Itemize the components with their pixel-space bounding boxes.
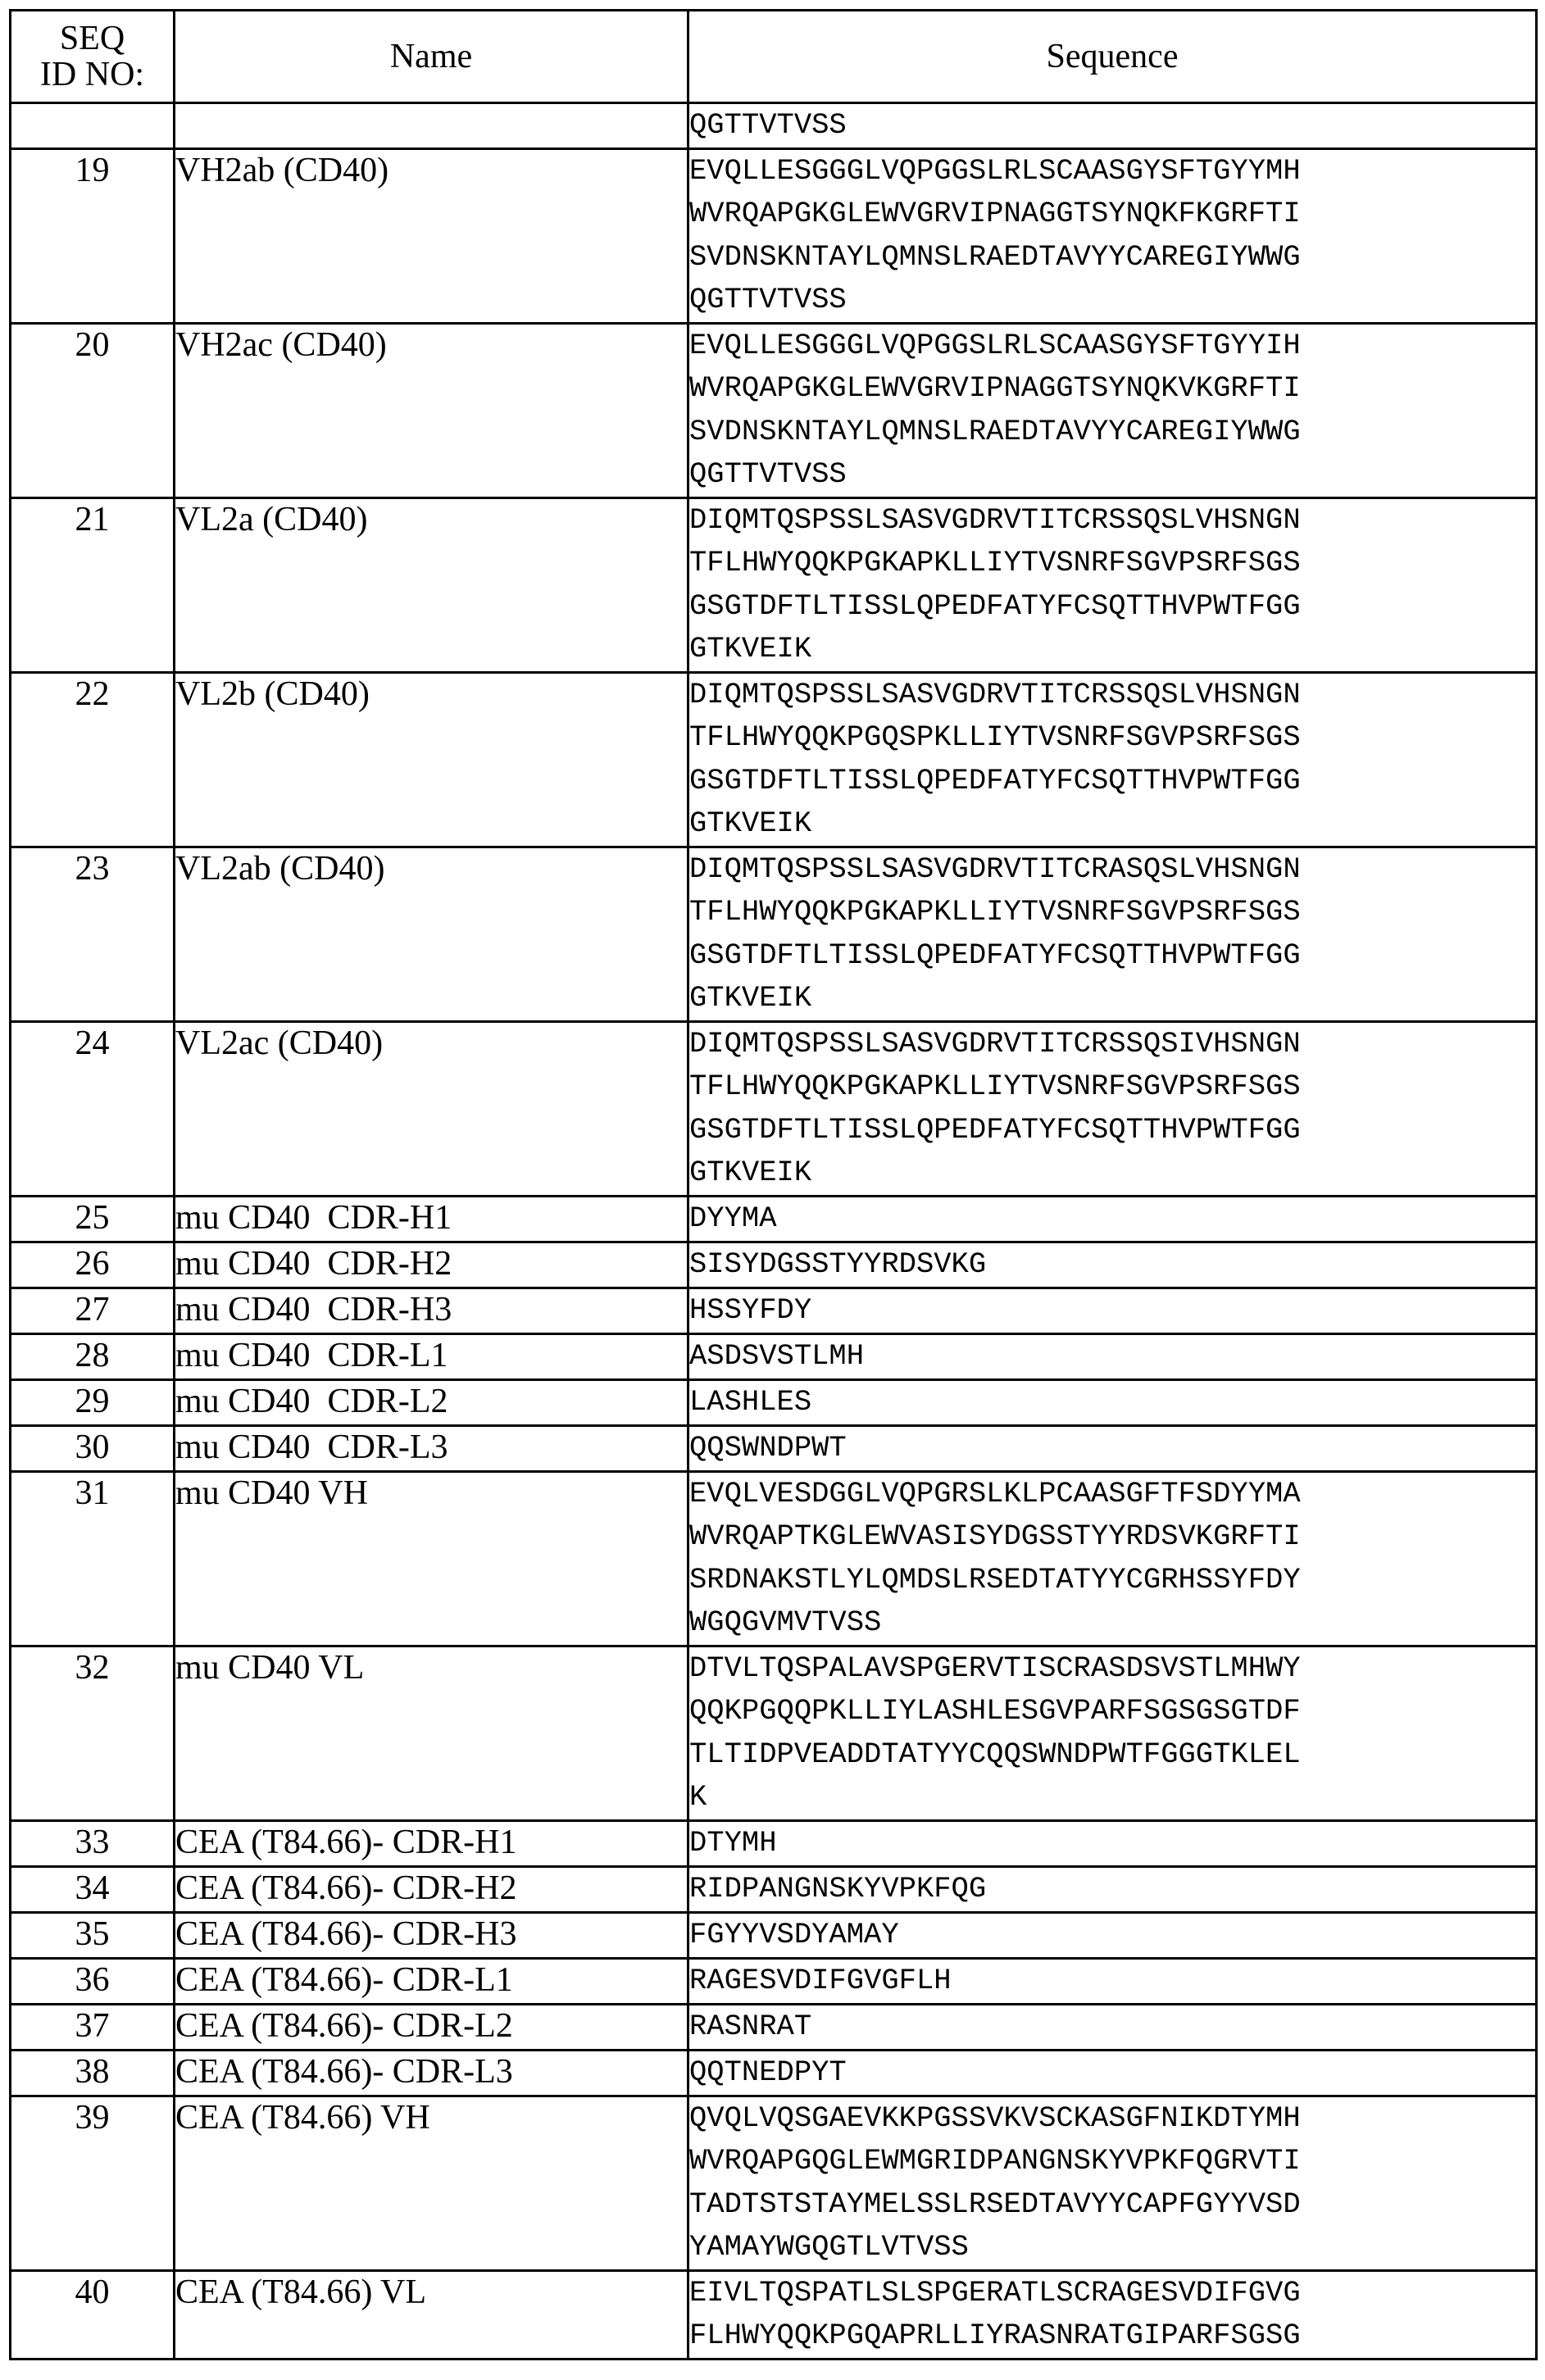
name-cell: CEA (T84.66)- CDR-H3 [175, 1912, 688, 1958]
sequence-cell [688, 1333, 1537, 1379]
table-row [11, 148, 1537, 323]
sequence-line: DIQMTQSPSSLSASVGDRVTITCRSSQSIVHSNGN [689, 1026, 1301, 1061]
sequence-line: YAMAYWGQGTLVTVSS [689, 2230, 969, 2264]
table-row [11, 1242, 1537, 1288]
sequence-cell [688, 1958, 1537, 2004]
seq-id-cell: 33 [11, 1820, 175, 1866]
table-row [11, 323, 1537, 497]
name-cell: mu CD40 CDR-H1 [175, 1196, 688, 1242]
sequence-cell [688, 1646, 1537, 1820]
seq-id-cell: 35 [11, 1912, 175, 1958]
sequence-line: GSGTDFTLTISSLQPEDFATYFCSQTTHVPWTFGG [689, 938, 1301, 972]
sequence-cell [688, 847, 1537, 1021]
seq-id-cell: 29 [11, 1379, 175, 1425]
sequence-line: LASHLES [689, 1384, 812, 1419]
table-row [11, 1912, 1537, 1958]
seq-id-cell: 26 [11, 1242, 175, 1288]
table-row [11, 1021, 1537, 1196]
sequence-line: TFLHWYQQKPGKAPKLLIYTVSNRFSGVPSRFSGS [689, 1070, 1301, 1103]
sequence-cell [688, 1196, 1537, 1242]
name-cell: mu CD40 CDR-L2 [175, 1379, 688, 1425]
name-cell: CEA (T84.66)- CDR-L3 [175, 2050, 688, 2096]
sequence-cell [688, 1242, 1537, 1288]
sequence-line: WVRQAPGQGLEWMGRIDPANGNSKYVPKFQGRVTI [689, 2144, 1301, 2178]
sequence-line: K [689, 1780, 707, 1814]
sequence-line: TFLHWYQQKPGKAPKLLIYTVSNRFSGVPSRFSGS [689, 895, 1301, 929]
sequence-line: EIVLTQSPATLSLSPGERATLSCRAGESVDIFGVG [689, 2275, 1301, 2310]
sequence-cell [688, 1288, 1537, 1333]
name-cell: CEA (T84.66)- CDR-H1 [175, 1820, 688, 1866]
sequence-cell [688, 2270, 1537, 2359]
name-cell: mu CD40 CDR-L3 [175, 1425, 688, 1471]
sequence-line: RASNRAT [689, 2009, 812, 2043]
name-cell: VL2ab (CD40) [175, 847, 688, 1021]
sequence-line: QQKPGQQPKLLIYLASHLESGVPARFSGSGSGTDF [689, 1694, 1301, 1728]
seq-id-cell: 39 [11, 2096, 175, 2270]
sequence-line: GSGTDFTLTISSLQPEDFATYFCSQTTHVPWTFGG [689, 1112, 1301, 1147]
sequence-line: HSSYFDY [689, 1292, 812, 1327]
sequence-line: EVQLVESDGGLVQPGRSLKLPCAASGFTFSDYYMA [689, 1476, 1301, 1510]
sequence-line: QGTTVTVSS [689, 283, 847, 316]
header-sequence: Sequence [688, 11, 1537, 103]
sequence-line: FLHWYQQKPGQAPRLLIYRASNRATGIPARFSGSG [689, 2319, 1301, 2352]
sequence-line: RAGESVDIFGVGFLH [689, 1963, 952, 1997]
sequence-line: DTVLTQSPALAVSPGERVTISCRASDSVSTLMHWY [689, 1651, 1301, 1685]
sequence-cell [688, 103, 1537, 149]
sequence-line: TFLHWYQQKPGKAPKLLIYTVSNRFSGVPSRFSGS [689, 546, 1301, 579]
sequence-line: QQTNEDPYT [689, 2055, 847, 2089]
table-row [11, 2004, 1537, 2050]
name-cell: VH2ac (CD40) [175, 323, 688, 497]
name-cell: mu CD40 VL [175, 1646, 688, 1820]
sequence-cell [688, 672, 1537, 847]
seq-id-cell: 20 [11, 323, 175, 497]
sequence-line: QGTTVTVSS [689, 457, 847, 491]
sequence-cell [688, 1866, 1537, 1912]
table-row [11, 1333, 1537, 1379]
seq-id-cell: 28 [11, 1333, 175, 1379]
header-seq-id-line1: SEQ [59, 20, 125, 57]
table-row [11, 1288, 1537, 1333]
name-cell: mu CD40 VH [175, 1471, 688, 1646]
sequence-line: DTYMH [689, 1825, 777, 1860]
sequence-line: WVRQAPGKGLEWVGRVIPNAGGTSYNQKVKGRFTI [689, 371, 1301, 405]
sequence-cell [688, 1820, 1537, 1866]
table-body [11, 103, 1537, 2360]
sequence-listing-table [9, 9, 1538, 2360]
table-row [11, 2096, 1537, 2270]
seq-id-cell: 21 [11, 497, 175, 672]
sequence-line: TFLHWYQQKPGQSPKLLIYTVSNRFSGVPSRFSGS [689, 720, 1301, 754]
sequence-line: DIQMTQSPSSLSASVGDRVTITCRSSQSLVHSNGN [689, 502, 1301, 537]
table-row [11, 103, 1537, 149]
table-row [11, 2270, 1537, 2359]
sequence-cell [688, 497, 1537, 672]
sequence-line: GTKVEIK [689, 1156, 812, 1189]
name-cell: VL2b (CD40) [175, 672, 688, 847]
name-cell: VL2a (CD40) [175, 497, 688, 672]
sequence-cell [688, 1021, 1537, 1196]
table-row [11, 2050, 1537, 2096]
sequence-cell [688, 1912, 1537, 1958]
name-cell: mu CD40 CDR-H2 [175, 1242, 688, 1288]
sequence-line: SVDNSKNTAYLQMNSLRAEDTAVYYCAREGIYWWG [689, 239, 1301, 274]
sequence-line: DYYMA [689, 1201, 777, 1235]
sequence-line: GTKVEIK [689, 806, 812, 840]
sequence-line: WGQGVMVTVSS [689, 1606, 882, 1639]
header-seq-id [11, 11, 175, 103]
sequence-line: SISYDGSSTYYRDSVKG [689, 1247, 987, 1281]
table-row [11, 1958, 1537, 2004]
header-seq-id-line2: ID NO: [39, 56, 145, 93]
name-cell: CEA (T84.66)- CDR-L2 [175, 2004, 688, 2050]
name-cell: CEA (T84.66) VL [175, 2270, 688, 2359]
sequence-line: DIQMTQSPSSLSASVGDRVTITCRASQSLVHSNGN [689, 852, 1301, 886]
sequence-cell [688, 2096, 1537, 2270]
table-row [11, 1820, 1537, 1866]
seq-id-cell: 24 [11, 1021, 175, 1196]
table-row [11, 1379, 1537, 1425]
sequence-cell [688, 1425, 1537, 1471]
sequence-cell [688, 148, 1537, 323]
sequence-line: FGYYVSDYAMAY [689, 1917, 899, 1951]
sequence-line: TADTSTSTAYMELSSLRSEDTAVYYCAPFGYYVSD [689, 2187, 1301, 2221]
sequence-cell [688, 1471, 1537, 1646]
sequence-cell [688, 1379, 1537, 1425]
header-row [11, 11, 1537, 103]
sequence-line: RIDPANGNSKYVPKFQG [689, 1871, 987, 1905]
header-name: Name [175, 11, 688, 103]
sequence-line: GTKVEIK [689, 632, 812, 665]
sequence-line: SRDNAKSTLYLQMDSLRSEDTATYYCGRHSSYFDY [689, 1562, 1301, 1597]
sequence-line: GSGTDFTLTISSLQPEDFATYFCSQTTHVPWTFGG [689, 763, 1301, 797]
seq-id-cell [11, 103, 175, 149]
name-cell: VH2ab (CD40) [175, 148, 688, 323]
sequence-line: GTKVEIK [689, 981, 812, 1015]
sequence-cell [688, 323, 1537, 497]
table-row [11, 1425, 1537, 1471]
sequence-line: TLTIDPVEADDTATYYCQQSWNDPWTFGGGTKLEL [689, 1737, 1301, 1771]
sequence-cell [688, 2004, 1537, 2050]
seq-id-cell: 25 [11, 1196, 175, 1242]
seq-id-cell: 38 [11, 2050, 175, 2096]
seq-id-cell: 36 [11, 1958, 175, 2004]
name-cell: CEA (T84.66)- CDR-L1 [175, 1958, 688, 2004]
table-row [11, 847, 1537, 1021]
table-row [11, 1646, 1537, 1820]
sequence-line: QGTTVTVSS [689, 108, 847, 142]
seq-id-cell: 23 [11, 847, 175, 1021]
table-row [11, 1866, 1537, 1912]
sequence-line: QVQLVQSGAEVKKPGSSVKVSCKASGFNIKDTYMH [689, 2101, 1301, 2135]
name-cell: mu CD40 CDR-H3 [175, 1288, 688, 1333]
seq-id-cell: 32 [11, 1646, 175, 1820]
seq-id-cell: 40 [11, 2270, 175, 2359]
table-row [11, 1471, 1537, 1646]
seq-id-cell: 31 [11, 1471, 175, 1646]
sequence-line: ASDSVSTLMH [689, 1338, 865, 1373]
name-cell: mu CD40 CDR-L1 [175, 1333, 688, 1379]
name-cell [175, 103, 688, 149]
table-row [11, 672, 1537, 847]
sequence-line: DIQMTQSPSSLSASVGDRVTITCRSSQSLVHSNGN [689, 677, 1301, 711]
table-row [11, 1196, 1537, 1242]
name-cell: CEA (T84.66)- CDR-H2 [175, 1866, 688, 1912]
sequence-line: QQSWNDPWT [689, 1430, 847, 1465]
seq-id-cell: 27 [11, 1288, 175, 1333]
seq-id-cell: 34 [11, 1866, 175, 1912]
sequence-line: GSGTDFTLTISSLQPEDFATYFCSQTTHVPWTFGG [689, 588, 1301, 623]
seq-id-cell: 37 [11, 2004, 175, 2050]
sequence-line: WVRQAPTKGLEWVASISYDGSSTYYRDSVKGRFTI [689, 1519, 1301, 1553]
sequence-line: EVQLLESGGGLVQPGGSLRLSCAASGYSFTGYYMH [689, 153, 1301, 188]
sequence-line: WVRQAPGKGLEWVGRVIPNAGGTSYNQKFKGRFTI [689, 197, 1301, 230]
sequence-line: SVDNSKNTAYLQMNSLRAEDTAVYYCAREGIYWWG [689, 414, 1301, 448]
seq-id-cell: 19 [11, 148, 175, 323]
sequence-cell [688, 2050, 1537, 2096]
seq-id-cell: 22 [11, 672, 175, 847]
name-cell: VL2ac (CD40) [175, 1021, 688, 1196]
seq-id-cell: 30 [11, 1425, 175, 1471]
sequence-line: EVQLLESGGGLVQPGGSLRLSCAASGYSFTGYYIH [689, 328, 1301, 362]
name-cell: CEA (T84.66) VH [175, 2096, 688, 2270]
table-row [11, 497, 1537, 672]
